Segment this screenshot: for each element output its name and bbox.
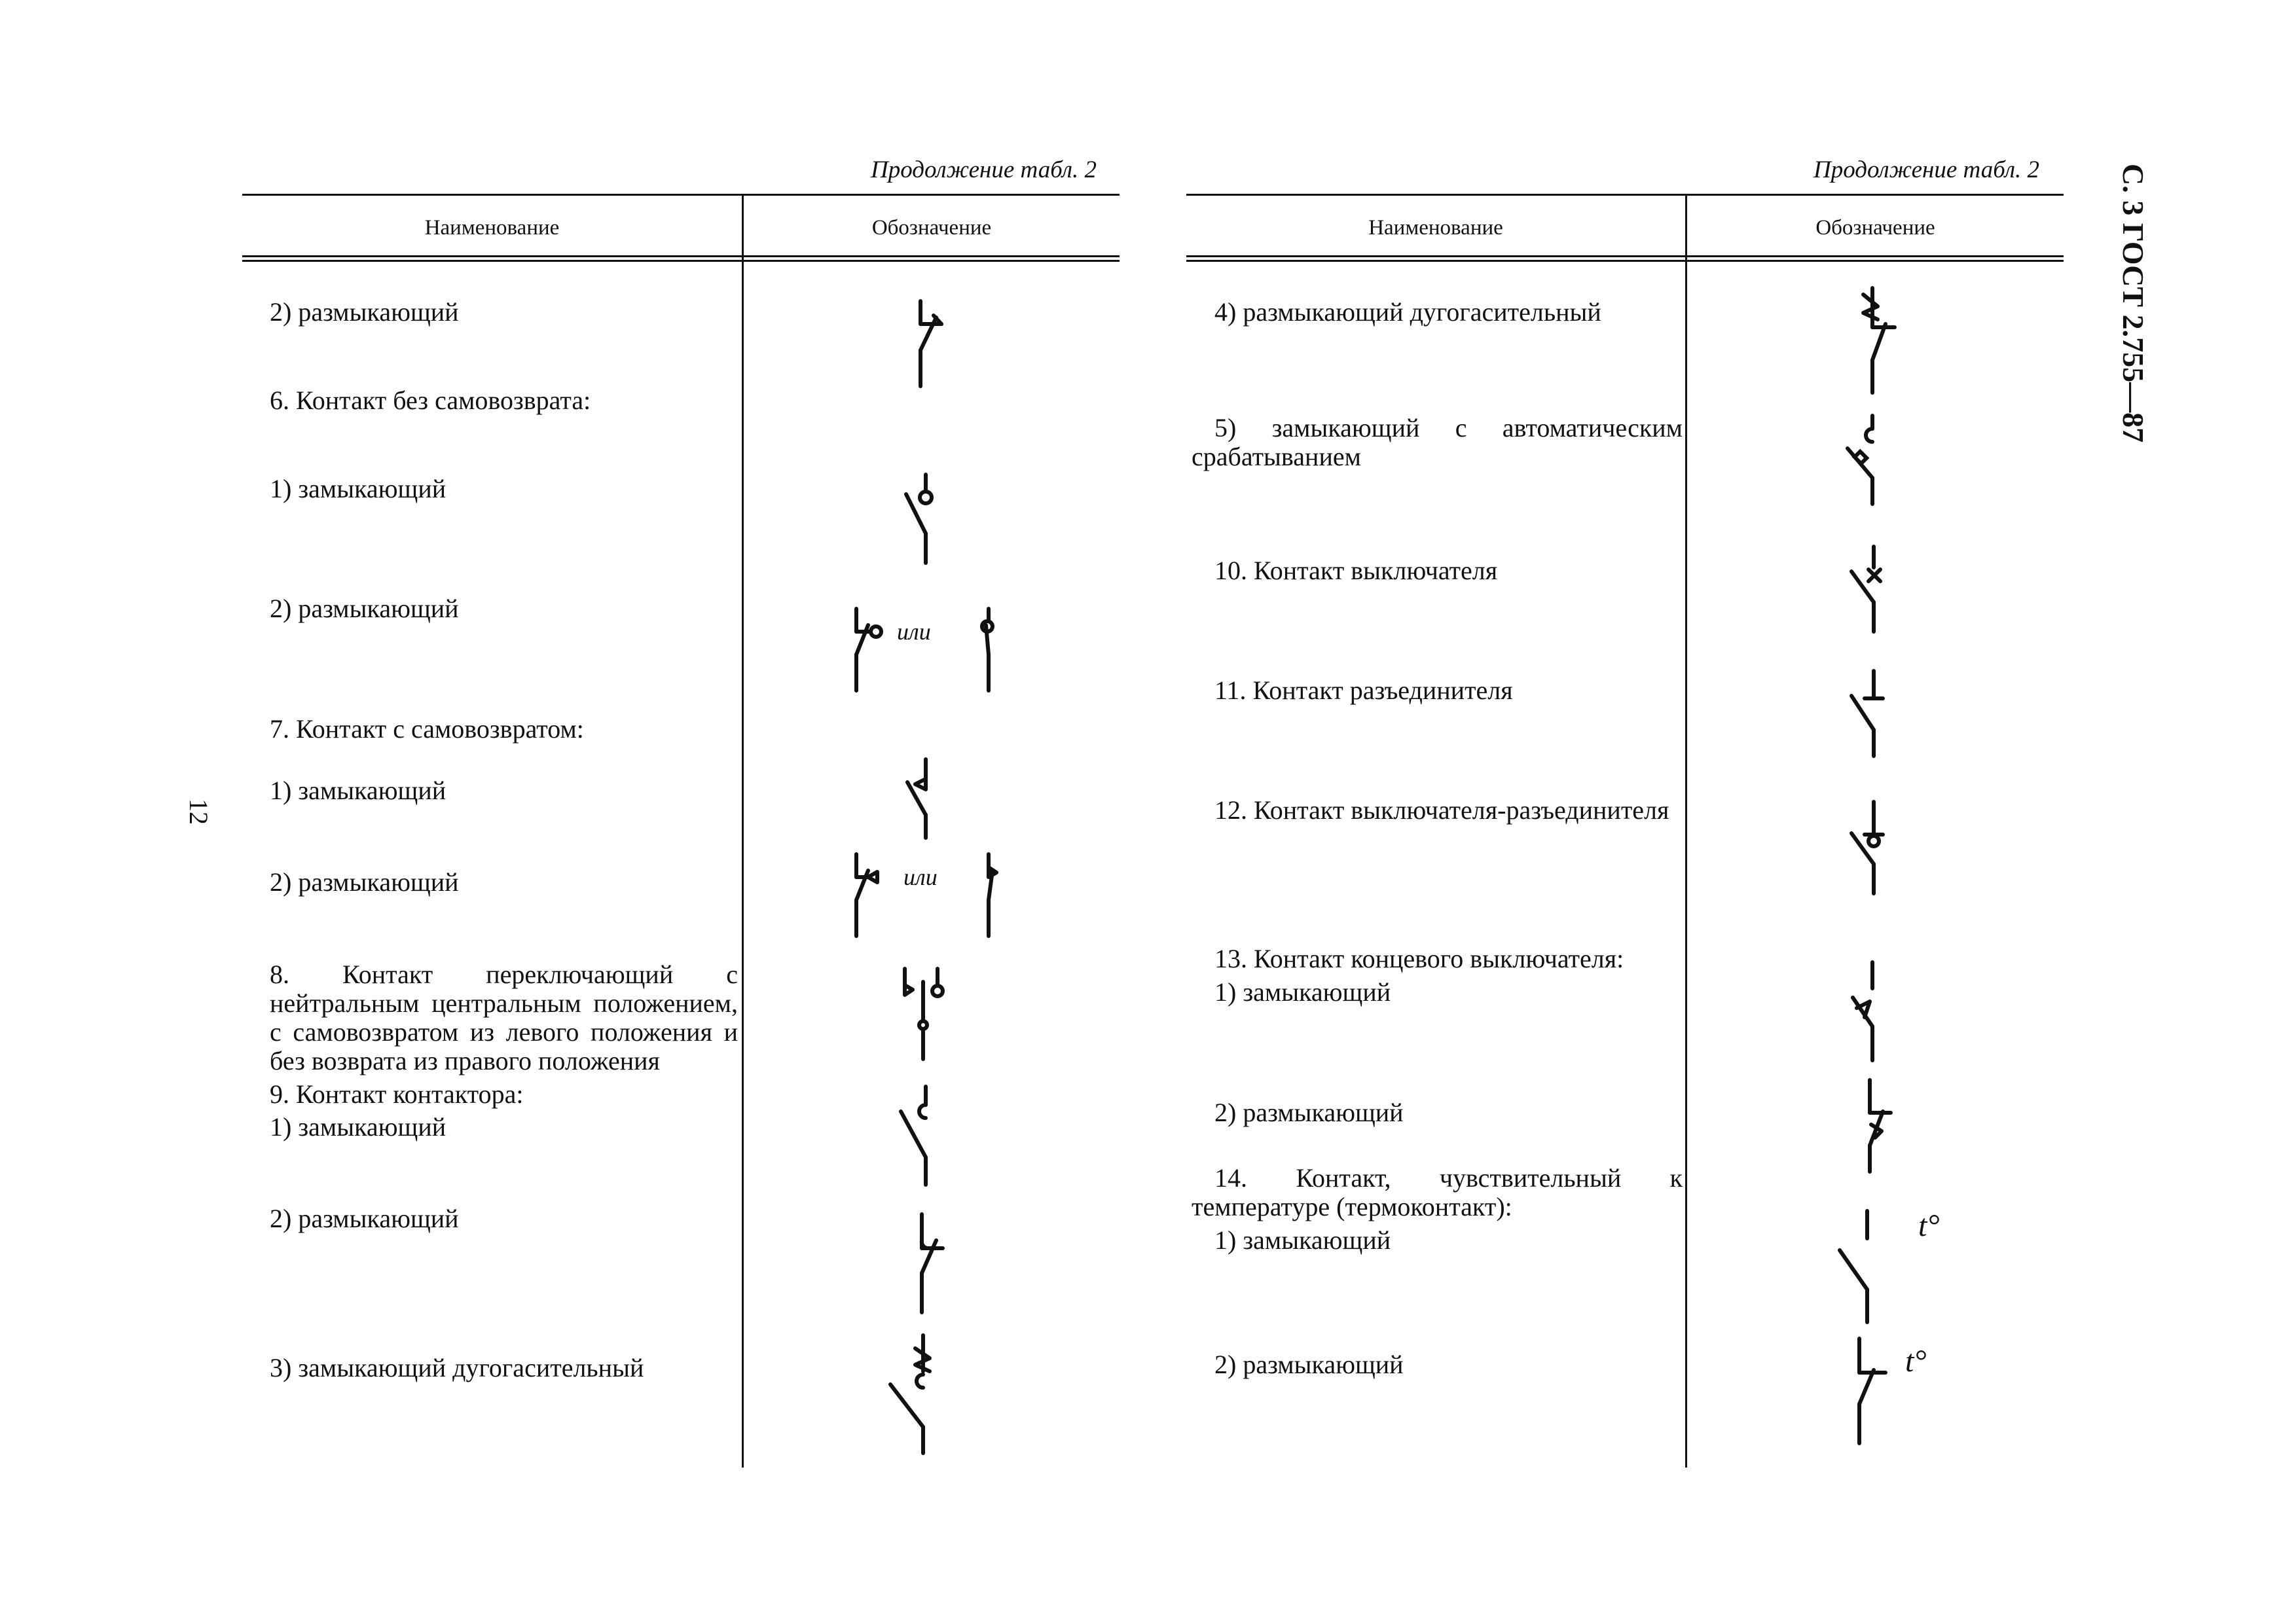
symbol-contactor-make — [897, 1080, 962, 1191]
symbol-breaker-contact — [1840, 540, 1918, 638]
symbol-no-return-break-pair — [845, 605, 1015, 704]
temperature-label-2: t° — [1905, 1344, 1927, 1379]
symbol-thermal-make — [1827, 1198, 1971, 1329]
right-row-4: 11. Контакт разъединителя — [1214, 676, 1513, 705]
symbol-limit-switch-break — [1840, 1073, 1918, 1178]
right-row-5: 12. Контакт выключателя-разъединителя — [1214, 795, 1669, 825]
left-table-header-rule-double — [242, 260, 1120, 262]
symbol-contactor-arc-make — [884, 1329, 956, 1460]
right-row-2: 5) замыкающий с автоматическим срабатыванием — [1192, 413, 1683, 471]
right-row-11: 2) размыкающий — [1214, 1350, 1404, 1379]
left-row-9: 9. Контакт контактора: — [270, 1079, 524, 1109]
left-row-5: 7. Контакт с самовозвратом: — [270, 714, 584, 744]
symbol-limit-switch-make — [1840, 956, 1918, 1067]
left-row-10: 1) замыкающий — [270, 1112, 446, 1142]
right-table-header-rule-double — [1186, 260, 2064, 262]
left-row-7: 2) размыкающий — [270, 867, 459, 897]
right-row-7: 1) замыкающий — [1214, 977, 1391, 1007]
left-row-8: 8. Контакт переключающий с нейтральным центральным положением, с самовозвратом из левого положения и без возврата из правого положения — [270, 960, 738, 1075]
symbol-no-return-make — [897, 465, 962, 569]
right-col-symbol-header: Обозначение — [1815, 216, 1935, 240]
left-table-caption: Продолжение табл. 2 — [871, 156, 1097, 183]
document-side-title: С. 3 ГОСТ 2.755—87 — [2117, 164, 2150, 443]
symbol-arc-break — [1840, 281, 1918, 399]
left-col-name-header: Наименование — [424, 216, 560, 240]
symbol-auto-trip-make — [1840, 412, 1918, 511]
symbol-changeover-neutral — [897, 962, 962, 1067]
right-table-column-divider — [1685, 194, 1687, 1468]
right-table-header-rule — [1186, 255, 2064, 257]
right-row-6: 13. Контакт концевого выключателя: — [1214, 944, 1624, 973]
left-row-2: 6. Контакт без самовозврата: — [270, 386, 591, 415]
symbol-self-return-make — [897, 753, 962, 844]
right-row-1: 4) размыкающий дугогасительный — [1214, 297, 1601, 327]
right-col-name-header: Наименование — [1368, 216, 1503, 240]
right-row-10: 1) замыкающий — [1214, 1225, 1391, 1255]
symbol-disconnector-contact — [1840, 664, 1918, 763]
right-row-9: 14. Контакт, чувствительный к температуре (термоконтакт): — [1192, 1163, 1683, 1221]
left-row-11: 2) размыкающий — [270, 1204, 459, 1233]
right-row-3: 10. Контакт выключателя — [1214, 556, 1498, 585]
left-row-4: 2) размыкающий — [270, 594, 459, 623]
symbol-contactor-break — [897, 1208, 962, 1319]
left-table-header-rule — [242, 255, 1120, 257]
left-row-3: 1) замыкающий — [270, 474, 446, 503]
symbol-self-return-break-pair — [845, 851, 1015, 949]
left-table-top-rule — [242, 194, 1120, 196]
right-table-caption: Продолжение табл. 2 — [1813, 156, 2040, 183]
symbol-thermal-break — [1840, 1332, 1971, 1450]
left-col-symbol-header: Обозначение — [871, 216, 992, 240]
left-table-column-divider — [742, 194, 744, 1468]
temperature-label: t° — [1918, 1208, 1940, 1243]
symbol-break-contact — [897, 288, 962, 393]
left-row-12: 3) замыкающий дугогасительный — [270, 1353, 644, 1382]
page-number: 12 — [184, 799, 213, 825]
left-row-6: 1) замыкающий — [270, 776, 446, 805]
or-text-2: или — [903, 864, 938, 890]
or-text: или — [897, 619, 931, 645]
left-row-1: 2) размыкающий — [270, 297, 459, 327]
symbol-breaker-disconnector — [1840, 795, 1918, 900]
right-row-8: 2) размыкающий — [1214, 1098, 1404, 1127]
right-table-top-rule — [1186, 194, 2064, 196]
